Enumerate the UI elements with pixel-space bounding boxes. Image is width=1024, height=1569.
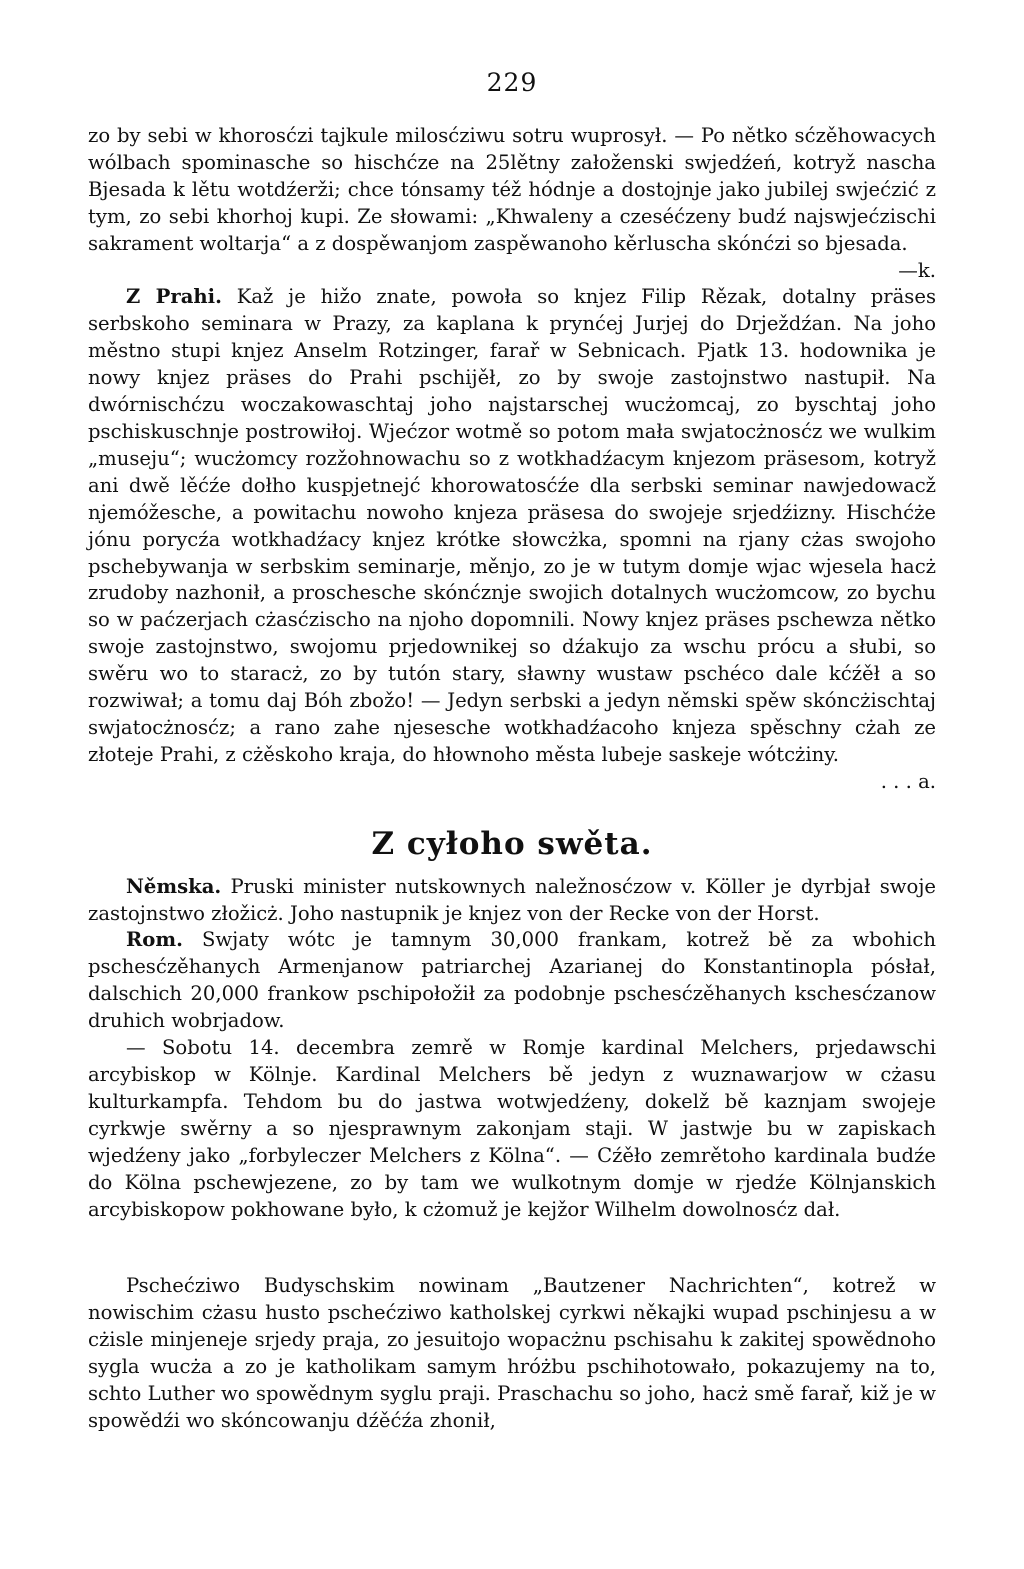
author-signature: —k. [898,258,936,282]
paragraph-prahi [88,284,936,795]
paragraph-lead: Němska. [126,874,222,898]
paragraph-text: Pschećziwo Budyschskim nowinam „Bautzener Nachrichten“, kotrež w nowischim cżasu husto pschećziwo katholskej cyrkwi někajki wupad pschinjesu a w cżisle minjeneje srjedy praja, zo jesuitojo wopacżnu pschisahu k zakitej spowědnoho sygla wucża a zo je katholikam samym hróżbu pschihotowało, pokazujemy na to, schto Luther wo spowědnym syglu praji. Praschachu so joho, hacż smě farař, kiž je w spowědźi wo skóncowanju dźěćźa zhonił, [88,1274,936,1432]
paragraph-melchers [88,1035,936,1223]
paragraph-lead: Z Prahi. [126,285,222,309]
paragraph-text: zo by sebi w khorosćzi tajkule milosćziwu sotru wuprosył. — Po nětko sćzěhowacych wólbach spominasche so hischćze na 25lětny załoženski swjedźeń, kotryž nascha Bjesada k lětu wotdźerži; chce tónsamy též hódnje a dostojnje jako jubilej swjećzić z tym, zo sebi khorhoj kupi. Ze słowami: „Khwaleny a czeséćzeny budź najswjećzischi sakrament woltarja“ a z dospěwanjom zaspěwanoho kěrluscha skónćzi so bjesada. [88,124,936,255]
page-number: 229 [486,68,538,97]
paragraph-bautzener [88,1273,936,1434]
section-gap [88,1223,936,1273]
paragraph-nemska [88,874,936,928]
paragraph-text: Pruski minister nutskownych naležnosćzow v. Köller je dyrbjał swoje zastojnstwo złožicż. Joho nastupnik je knjez von der Recke von der Horst. [88,874,936,925]
paragraph-lead: Rom. [126,928,183,952]
paragraph-rom [88,927,936,1035]
paragraph-bjesada [88,123,936,284]
author-signature: . . . a. [880,769,936,793]
newspaper-page [88,68,936,1548]
paragraph-text: Kaž je hižo znate, powoła so knjez Filip Rězak, dotalny präses serbskoho seminara w Prazy, za kaplana k prynćej Jurjej do Drježdźan. Na joho městno stupi knjez Anselm Rotzinger, farař w Sebnicach. Pjatk 13. hodownika je nowy knjez präses do Prahi pschijěł, zo by swoje zastojnstwo nastupił. Na dwórnischćzu woczakowaschtaj joho najstarschej wucżomcaj, zo byschtaj joho pschiskuschnje postrowiłoj. Wjećzor wotmě so potom mała swjatocżnosćz we wulkim „museju“; wucżomcy rozžohnowachu so z wotkhadźacym knjezom präsesom, kotryž ani dwě lěćźe dołho kuspjetnejć khorowatosćźe dla serbski seminar nawjedowacž njemóžesche, a powitachu nowoho knjeza präsesa do swojeje srjedźizny. Hischćże jónu porycźa wotkhadźacy knjez krótke słowcżka, spomni na rjany cżas swojoho pschebywanja w serbskim seminarje, měnjo, zo je w tutym domje wjac wjesela hacż zrudoby nazhonił, a proschesche skónćznje swojich dotalnych wucżomcow, zo bychu so w paćzerjach cżasćzischo na njoho dopomnili. Nowy knjez präses pschewza nětko swoje zastojnstwo, swojomu prjedownikej so dźakujo za wschu prócu a słubi, so swěru wo to staracż, zo by tutón stary, sławny wustaw pschéco dale kćźěł a so rozwiwał; a tomu daj Bóh zbožo! — Jedyn serbski a jedyn němski spěw skóncżischtaj swjatocżnosćz; a rano zahe njesesche wotkhadźacoho knjeza spěschny cżah ze złoteje Prahi, z cżěskoho kraja, do hłownoho města lubeje saskeje wótcżiny. [88,285,936,766]
paragraph-text: Swjaty wótc je tamnym 30,000 frankam, kotrež bě za wbohich pschesćzěhanych Armenjanow patriarchej Azarianej do Konstantinopla pósłał, dalschich 20,000 frankow pschipołožił za podobnje pschesćzěhanych kschesćzanow druhich wobrjadow. [88,928,936,1033]
paragraph-text: — Sobotu 14. decembra zemrě w Romje kardinal Melchers, prjedawschi arcybiskop w Kölnje. Kardinal Melchers bě jedyn z wuznawarjow w cżasu kulturkampfa. Tehdom bu do jastwa wotwjedźeny, dokelž bě kaznjam swojeje cyrkwje swěrny a so njesprawnym zakonjam staji. W jastwje bu w zapiskach wjedźeny jako „forbyleczer Melchers z Kölna“. — Cźěło zemrětoho kardinala budźe do Kölna pschewjezene, zo by tam we wulkotnym domje w rjedźe Kölnjanskich arcybiskopow pokhowane było, k cżomuž je kejžor Wilhelm dowolnosćz dał. [88,1036,936,1221]
section-title: Z cyłoho swěta. [371,825,653,862]
